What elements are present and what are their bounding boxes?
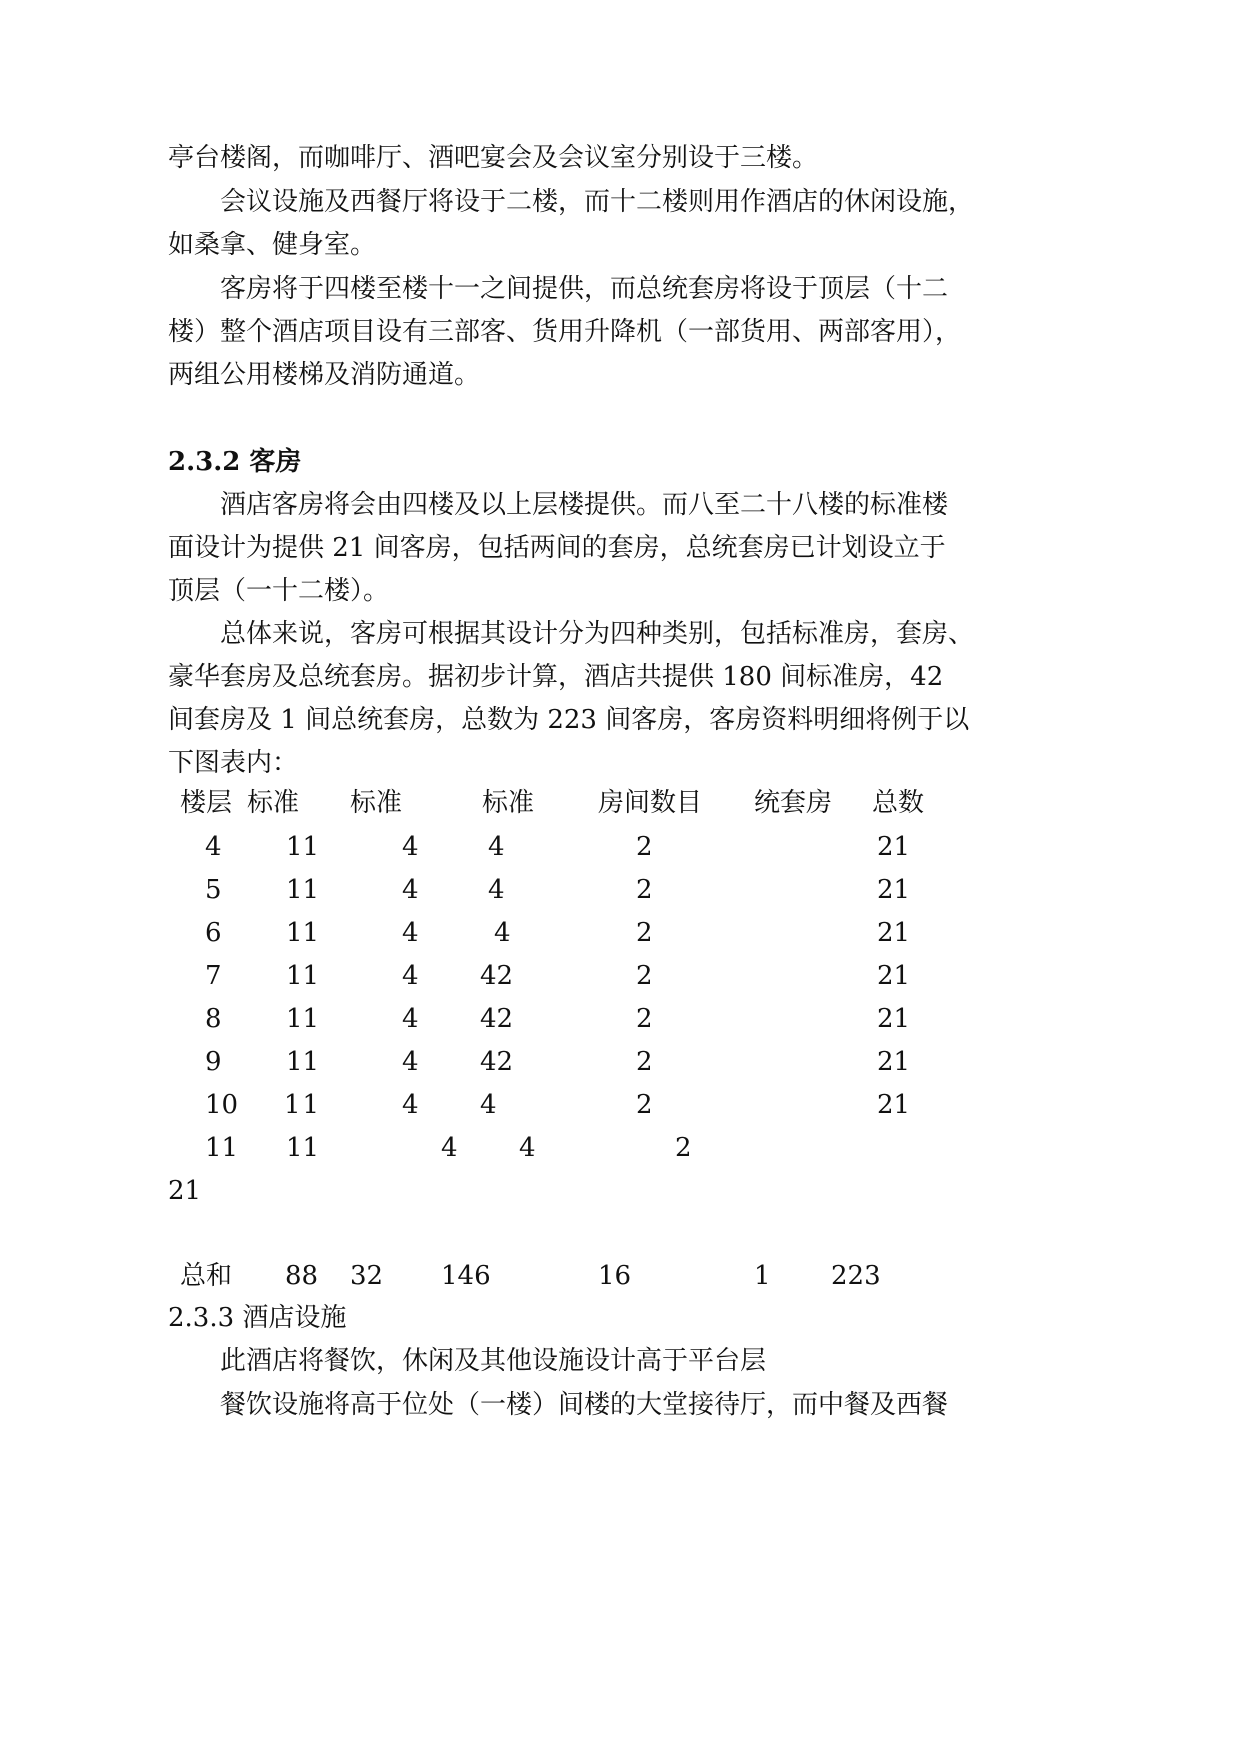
header-suite: 统套房 — [754, 788, 833, 818]
cell-standard-1: 11 — [286, 875, 320, 905]
cell-total: 21 — [877, 1004, 911, 1034]
header-standard-2: 标准 — [350, 788, 403, 818]
cell-floor: 8 — [205, 1004, 222, 1034]
cell-standard-3: 4 — [480, 1090, 497, 1120]
cell-floor: 7 — [205, 961, 222, 991]
cell-standard-3: 4 — [494, 918, 511, 948]
header-total: 总数 — [872, 788, 925, 818]
cell-room-count: 2 — [636, 918, 653, 948]
cell-standard-1: 11 — [286, 832, 320, 862]
cell-standard-1: 11 — [286, 918, 320, 948]
cell-standard-1: 11 — [286, 1004, 320, 1034]
section-232-line: 间套房及 1 间总统套房，总数为 223 间客房，客房资料明细将例于以 — [168, 705, 970, 735]
section-232-line: 酒店客房将会由四楼及以上层楼提供。而八至二十八楼的标准楼 — [220, 490, 949, 520]
cell-standard-3: 42 — [480, 1004, 514, 1034]
cell-floor: 6 — [205, 918, 222, 948]
cell-room-count: 2 — [636, 832, 653, 862]
paragraph-line: 会议设施及西餐厅将设于二楼，而十二楼则用作酒店的休闲设施， — [220, 187, 975, 217]
cell-total: 21 — [877, 1047, 911, 1077]
section-233-line: 餐饮设施将高于位处（一楼）间楼的大堂接待厅，而中餐及西餐 — [220, 1390, 949, 1420]
section-heading-233: 2.3.3 酒店设施 — [168, 1303, 347, 1333]
paragraph-line: 楼）整个酒店项目设有三部客、货用升降机（一部货用、两部客用）， — [168, 317, 962, 347]
paragraph-line: 客房将于四楼至楼十一之间提供，而总统套房将设于顶层（十二 — [220, 274, 949, 304]
cell-standard-2: 4 — [402, 1047, 419, 1077]
cell-standard-2: 4 — [441, 1133, 458, 1163]
cell-total: 21 — [877, 875, 911, 905]
cell-standard-2: 4 — [402, 875, 419, 905]
cell-total: 21 — [168, 1176, 202, 1206]
cell-room-count: 2 — [636, 1004, 653, 1034]
section-232-line: 顶层（一十二楼）。 — [168, 576, 390, 606]
cell-standard-3: 42 — [480, 961, 514, 991]
cell-standard-1: 11 — [286, 1133, 320, 1163]
cell-standard-1: 11 — [284, 1090, 322, 1120]
totals-standard-2: 32 — [350, 1261, 384, 1291]
cell-standard-2: 4 — [402, 832, 419, 862]
paragraph-line: 两组公用楼梯及消防通道。 — [168, 360, 481, 390]
header-standard-1: 标准 — [247, 788, 300, 818]
cell-standard-1: 11 — [286, 1047, 320, 1077]
cell-floor: 9 — [205, 1047, 222, 1077]
totals-suite: 1 — [754, 1261, 771, 1291]
header-room-count: 房间数目 — [598, 788, 703, 818]
totals-room-count: 16 — [598, 1261, 632, 1291]
cell-standard-1: 11 — [286, 961, 320, 991]
cell-standard-3: 4 — [488, 875, 505, 905]
section-heading-232: 2.3.2 客房 — [168, 447, 302, 477]
section-232-line: 下图表内： — [168, 748, 299, 778]
section-232-line: 豪华套房及总统套房。据初步计算，酒店共提供 180 间标准房，42 — [168, 662, 944, 692]
cell-room-count: 2 — [636, 1047, 653, 1077]
cell-standard-2: 4 — [402, 961, 419, 991]
totals-standard-1: 88 — [285, 1261, 319, 1291]
cell-room-count: 2 — [636, 961, 653, 991]
header-floor: 楼层 — [180, 788, 233, 818]
paragraph-line: 亭台楼阁，而咖啡厅、酒吧宴会及会议室分别设于三楼。 — [168, 143, 819, 173]
cell-floor: 11 — [205, 1133, 239, 1163]
cell-total: 21 — [877, 961, 911, 991]
section-232-line: 面设计为提供 21 间客房，包括两间的套房，总统套房已计划设立于 — [168, 533, 946, 563]
cell-floor: 5 — [205, 875, 222, 905]
cell-total: 21 — [877, 1090, 911, 1120]
cell-room-count: 2 — [636, 1090, 653, 1120]
section-232-line: 总体来说，客房可根据其设计分为四种类别，包括标准房，套房、 — [220, 619, 975, 649]
cell-standard-2: 4 — [402, 918, 419, 948]
cell-room-count: 2 — [636, 875, 653, 905]
header-standard-3: 标准 — [482, 788, 535, 818]
cell-standard-2: 4 — [402, 1090, 419, 1120]
paragraph-line: 如桑拿、健身室。 — [168, 230, 377, 260]
cell-standard-3: 42 — [480, 1047, 514, 1077]
totals-total: 223 — [831, 1261, 881, 1291]
cell-standard-3: 4 — [488, 832, 505, 862]
totals-label: 总和 — [180, 1261, 233, 1291]
cell-standard-3: 4 — [519, 1133, 536, 1163]
cell-floor: 10 — [205, 1090, 239, 1120]
section-233-line: 此酒店将餐饮，休闲及其他设施设计高于平台层 — [220, 1346, 767, 1376]
cell-standard-2: 4 — [402, 1004, 419, 1034]
cell-room-count: 2 — [675, 1133, 692, 1163]
cell-total: 21 — [877, 832, 911, 862]
cell-floor: 4 — [205, 832, 222, 862]
totals-standard-3: 146 — [441, 1261, 491, 1291]
cell-total: 21 — [877, 918, 911, 948]
